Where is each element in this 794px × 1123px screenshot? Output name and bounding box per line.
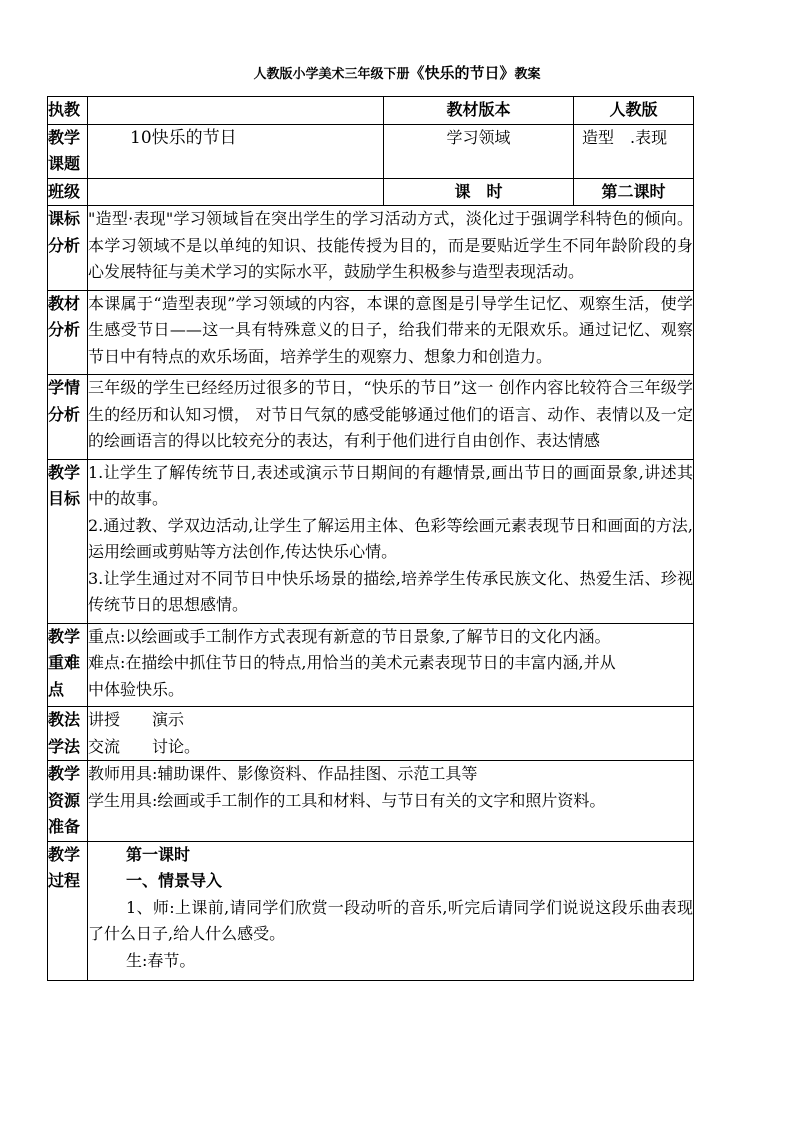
section-heading: 一、情景导入 (126, 871, 223, 890)
row-key-points (48, 623, 694, 707)
process-answer: 生:春节。 (126, 950, 196, 970)
label-period: 课 时 (384, 178, 574, 206)
class-value (88, 178, 384, 206)
lesson-plan-table (47, 96, 694, 981)
row-curriculum (48, 206, 694, 291)
material-text: 本课属于“造型表现”学习领域的内容，本课的意图是引导学生记忆、观察生活，使学生感受节日——这一具有特殊意义的日子，给我们带来的无限欢乐。通过记忆、观察节日中有特点的欢乐场面，培养学生的观察力、想象力和创造力。 (88, 290, 694, 375)
process-text (88, 841, 694, 981)
learning-area-value: 造型 .表现 (574, 124, 694, 178)
row-material (48, 290, 694, 375)
label-methods: 教法学法 (48, 707, 88, 761)
label-topic: 教学课题 (48, 124, 88, 178)
row-students (48, 375, 694, 460)
row-process (48, 841, 694, 981)
label-process: 教学过程 (48, 841, 88, 981)
objective-item: 3.让学生通过对不同节日中快乐场景的描绘,培养学生传承民族文化、热爱生活、珍视传统节日的思想感情。 (88, 568, 693, 614)
process-paragraph: 1、师:上课前,请同学们欣赏一段动听的音乐,听完后请同学们说说这段乐曲表现了什么日子,给人什么感受。 (88, 897, 693, 943)
lesson-heading: 第一课时 (126, 844, 191, 864)
students-text: 三年级的学生已经经历过很多的节日，“快乐的节日”这一 创作内容比较符合三年级学生的经历和认知习惯， 对节日气氛的感受能够通过他们的语言、动作、表情以及一定的绘画语言的得以比较充分的表达，有利于他们进行自由创作、表达情感 (88, 375, 694, 460)
difficult-point-cont: 中体验快乐。 (88, 679, 185, 699)
row-class (48, 178, 694, 206)
row-objectives (48, 459, 694, 623)
teaching-method: 讲授 演示 (88, 710, 185, 729)
label-teacher: 执教 (48, 97, 88, 125)
title-name: 《快乐的节日》 (409, 64, 515, 82)
label-students: 学情分析 (48, 375, 88, 460)
document-title (0, 62, 794, 83)
label-objectives: 教学目标 (48, 459, 88, 623)
label-learning-area: 学习领域 (384, 124, 574, 178)
teacher-value (88, 97, 384, 125)
objective-item: 1.让学生了解传统节日,表述或演示节日期间的有趣情景,画出节日的画面景象,讲述其中的故事。 (88, 462, 693, 508)
label-key-points: 教学重难点 (48, 623, 88, 707)
label-resources: 教学资源准备 (48, 761, 88, 842)
period-value: 第二课时 (574, 178, 694, 206)
teacher-resources: 教师用具:辅助课件、影像资料、作品挂图、示范工具等 (88, 764, 478, 783)
learning-method: 交流 讨论。 (88, 736, 201, 756)
objective-item: 2.通过教、学双边活动,让学生了解运用主体、色彩等绘画元素表现节日和画面的方法,运用绘画或剪贴等方法创作,传达快乐心情。 (88, 515, 693, 561)
curriculum-text: "造型·表现"学习领域旨在突出学生的学习活动方式，淡化过于强调学科特色的倾向。本学习领域不是以单纯的知识、技能传授为目的，而是要贴近学生不同年龄阶段的身心发展特征与美术学习的实际水平，鼓励学生积极参与造型表现活动。 (88, 206, 694, 291)
methods-text (88, 707, 694, 761)
row-topic (48, 124, 694, 178)
difficult-point: 难点:在描绘中抓住节日的特点,用恰当的美术元素表现节日的丰富内涵,并从 (88, 653, 616, 672)
label-textbook-version: 教材版本 (384, 97, 574, 125)
row-resources (48, 761, 694, 842)
row-teacher (48, 97, 694, 125)
label-curriculum: 课标分析 (48, 206, 88, 291)
resources-text (88, 761, 694, 842)
textbook-version-value: 人教版 (574, 97, 694, 125)
label-material: 教材分析 (48, 290, 88, 375)
title-prefix: 人教版小学美术三年级下册 (253, 67, 410, 82)
key-points-text (88, 623, 694, 707)
label-class: 班级 (48, 178, 88, 206)
title-suffix: 教案 (514, 67, 541, 82)
row-methods (48, 707, 694, 761)
student-resources: 学生用具:绘画或手工制作的工具和材料、与节日有关的文字和照片资料。 (88, 790, 606, 810)
objectives-list (88, 459, 694, 623)
key-point: 重点:以绘画或手工制作方式表现有新意的节日景象,了解节日的文化内涵。 (88, 626, 611, 646)
topic-value: 10快乐的节日 (88, 124, 384, 178)
